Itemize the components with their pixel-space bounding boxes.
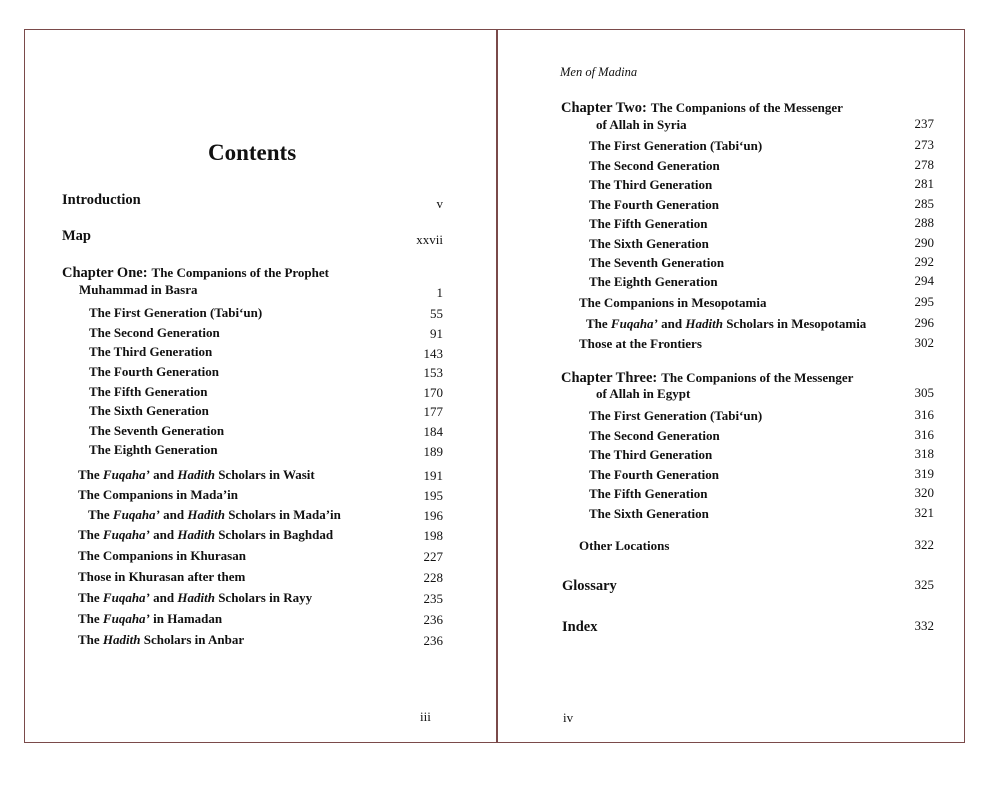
- chapter-three-line2: of Allah in Egypt: [596, 386, 691, 401]
- toc-entry: The Sixth Generation: [89, 403, 209, 418]
- toc-page: 236: [423, 612, 443, 627]
- toc-page: 189: [423, 444, 443, 459]
- toc-entry: The Seventh Generation: [589, 255, 725, 270]
- chapter-two-title: The Companions of the Messenger: [650, 100, 843, 115]
- toc-entry: The Eighth Generation: [589, 274, 718, 289]
- chapter-three-page: 305: [914, 385, 934, 400]
- toc-entry: The Third Generation: [589, 447, 713, 462]
- toc-introduction: Introduction: [62, 192, 141, 208]
- toc-entry-frontiers: Those at the Frontiers: [579, 336, 702, 351]
- toc-entry-madain-scholars: The Fuqaha’ and Hadith Scholars in Mada’in: [88, 507, 341, 522]
- toc-page: 273: [914, 137, 934, 152]
- toc-entry-wasit: The Fuqaha’ and Hadith Scholars in Wasit: [78, 467, 315, 482]
- toc-page: 170: [423, 385, 443, 400]
- toc-chapter-three: [561, 369, 853, 387]
- chapter-one-line2: Muhammad in Basra: [79, 282, 198, 297]
- toc-page: 55: [430, 306, 443, 321]
- toc-page: 91: [430, 326, 443, 341]
- toc-page: 143: [423, 346, 443, 361]
- toc-entry: The Second Generation: [589, 428, 720, 443]
- toc-entry: The Seventh Generation: [89, 423, 225, 438]
- toc-map-page: xxvii: [416, 232, 443, 247]
- toc-page: 296: [914, 315, 934, 330]
- page-folio: iii: [420, 709, 431, 724]
- toc-page: 325: [914, 577, 934, 592]
- toc-page: 236: [423, 633, 443, 648]
- toc-entry-madain: The Companions in Mada’in: [78, 487, 239, 502]
- toc-glossary: Glossary: [562, 578, 617, 594]
- chapter-one-label: Chapter One:: [62, 265, 148, 281]
- toc-page: 316: [914, 427, 934, 442]
- book-spread: [24, 29, 965, 743]
- toc-entry-after: Those in Khurasan after them: [78, 569, 246, 584]
- toc-entry: The First Generation (Tabi‘un): [89, 305, 263, 320]
- toc-entry-baghdad: The Fuqaha’ and Hadith Scholars in Baghdad: [78, 527, 334, 542]
- toc-page: 235: [423, 591, 443, 606]
- toc-page: 322: [914, 537, 934, 552]
- toc-page: 290: [914, 235, 934, 250]
- chapter-one-page: 1: [436, 285, 443, 300]
- chapter-three-label: Chapter Three:: [561, 370, 658, 386]
- toc-entry-meso: The Companions in Mesopotamia: [579, 295, 767, 310]
- toc-entry: The Fifth Generation: [589, 216, 708, 231]
- chapter-two-label: Chapter Two:: [561, 100, 647, 116]
- toc-page: 227: [423, 549, 443, 564]
- running-head: Men of Madina: [560, 65, 638, 79]
- toc-entry: The Fourth Generation: [589, 467, 719, 482]
- toc-entry: The Second Generation: [589, 158, 720, 173]
- page-folio: iv: [563, 710, 574, 725]
- toc-entry: The First Generation (Tabi‘un): [589, 138, 763, 153]
- toc-page: 292: [914, 254, 934, 269]
- right-page: [498, 30, 964, 742]
- toc-entry: The Third Generation: [89, 344, 213, 359]
- toc-page: 332: [914, 618, 934, 633]
- toc-page: 294: [914, 273, 934, 288]
- toc-entry-other-locations: Other Locations: [579, 538, 670, 553]
- toc-page: 278: [914, 157, 934, 172]
- toc-entry: The Second Generation: [89, 325, 220, 340]
- toc-entry-rayy: The Fuqaha’ and Hadith Scholars in Rayy: [78, 590, 313, 605]
- toc-entry: The Sixth Generation: [589, 236, 709, 251]
- chapter-three-title: The Companions of the Messenger: [661, 370, 854, 385]
- toc-page: 184: [423, 424, 443, 439]
- toc-entry-anbar: The Hadith Scholars in Anbar: [78, 632, 245, 647]
- toc-page: 295: [914, 294, 934, 309]
- page-title: Contents: [208, 140, 297, 165]
- toc-introduction-page: v: [436, 196, 443, 211]
- toc-index: Index: [562, 619, 598, 635]
- toc-entry: The Fifth Generation: [589, 486, 708, 501]
- toc-entry: The Third Generation: [589, 177, 713, 192]
- toc-page: 288: [914, 215, 934, 230]
- toc-entry-meso-scholars: The Fuqaha’ and Hadith Scholars in Mesopotamia: [586, 316, 867, 331]
- toc-page: 228: [423, 570, 443, 585]
- toc-entry: The Sixth Generation: [589, 506, 709, 521]
- toc-map: Map: [62, 228, 91, 244]
- toc-page: 177: [423, 404, 443, 419]
- chapter-two-page: 237: [914, 116, 934, 131]
- toc-page: 198: [423, 528, 443, 543]
- chapter-one-title: The Companions of the Prophet: [151, 265, 329, 280]
- toc-entry: The Fourth Generation: [589, 197, 719, 212]
- toc-entry: The Fourth Generation: [89, 364, 219, 379]
- toc-page: 195: [423, 488, 443, 503]
- toc-page: 191: [423, 468, 443, 483]
- toc-page: 153: [423, 365, 443, 380]
- toc-entry-hamadan: The Fuqaha’ in Hamadan: [78, 611, 223, 626]
- toc-chapter-two: [561, 99, 843, 117]
- toc-page: 196: [423, 508, 443, 523]
- toc-entry: The Fifth Generation: [89, 384, 208, 399]
- toc-entry: The First Generation (Tabi‘un): [589, 408, 763, 423]
- toc-chapter-one: [62, 264, 329, 282]
- left-page: [25, 30, 496, 742]
- toc-page: 281: [914, 176, 934, 191]
- toc-page: 320: [914, 485, 934, 500]
- toc-page: 302: [914, 335, 934, 350]
- toc-page: 319: [914, 466, 934, 481]
- toc-page: 321: [914, 505, 934, 520]
- toc-page: 318: [914, 446, 934, 461]
- chapter-two-line2: of Allah in Syria: [596, 117, 687, 132]
- toc-page: 316: [914, 407, 934, 422]
- toc-page: 285: [914, 196, 934, 211]
- toc-entry-khurasan: The Companions in Khurasan: [78, 548, 246, 563]
- toc-entry: The Eighth Generation: [89, 442, 218, 457]
